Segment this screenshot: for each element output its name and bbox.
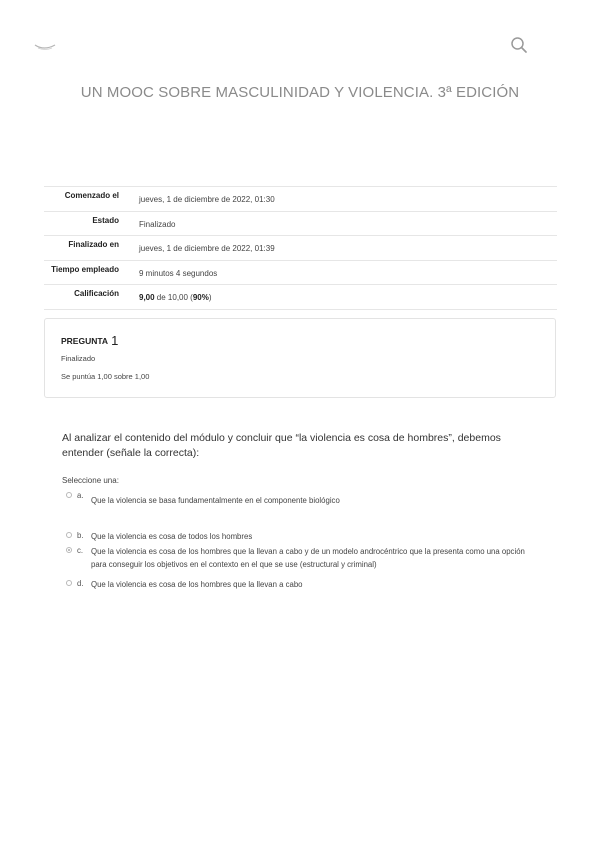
grade-score: 9,00 [139, 293, 155, 302]
question-state: Finalizado [61, 354, 96, 363]
question-grade: Se puntúa 1,00 sobre 1,00 [61, 372, 150, 381]
summary-row-time-taken [44, 260, 557, 285]
summary-value: jueves, 1 de diciembre de 2022, 01:39 [139, 244, 275, 253]
answer-letter: a. [77, 491, 84, 500]
grade-close: ) [208, 293, 212, 302]
summary-label: Tiempo empleado [51, 264, 119, 274]
question-number-value: 1 [111, 333, 119, 348]
radio-button[interactable] [66, 580, 72, 586]
summary-label: Estado [92, 215, 119, 225]
answer-text: Que la violencia es cosa de todos los hombres [91, 532, 253, 541]
answer-prompt: Seleccione una: [62, 476, 119, 485]
answer-text: Que la violencia es cosa de los hombres que la llevan a cabo [91, 580, 303, 589]
radio-button-selected[interactable] [66, 547, 72, 553]
answer-text: Que la violencia es cosa de los hombres que la llevan a cabo y de un modelo androcéntrico que la presenta como una opción para conseguir los objetivos en el contexto en el que se use (estructural y criminal) [91, 547, 525, 569]
grade-out-of: de 10,00 ( [154, 293, 193, 302]
top-bar [0, 0, 600, 90]
question-info-box [44, 318, 556, 398]
summary-row-started [44, 187, 557, 212]
course-title[interactable]: UN MOOC SOBRE MASCULINIDAD Y VIOLENCIA. 3ª EDICIÓN [80, 84, 520, 101]
question-label: PREGUNTA [61, 336, 109, 346]
summary-label: Calificación [74, 289, 119, 298]
summary-label: Finalizado en [68, 240, 119, 249]
summary-row-grade [44, 285, 557, 310]
site-logo[interactable] [34, 42, 56, 52]
summary-value: 9 minutos 4 segundos [139, 268, 218, 278]
question-text: Al analizar el contenido del módulo y concluir que “la violencia es cosa de hombres”, debemos entender (señale la correcta): [62, 432, 501, 459]
summary-row-state [44, 211, 557, 236]
summary-value: jueves, 1 de diciembre de 2022, 01:30 [139, 195, 275, 204]
grade-value [127, 285, 557, 310]
answer-letter: d. [77, 579, 84, 588]
question-number [61, 333, 118, 348]
radio-button[interactable] [66, 492, 72, 498]
answer-text: Que la violencia se basa fundamentalmente en el componente biológico [91, 496, 340, 505]
answer-letter: c. [77, 546, 84, 555]
search-icon[interactable] [510, 36, 528, 54]
summary-row-finished [44, 236, 557, 261]
attempt-summary-table [44, 186, 557, 310]
summary-label: Comenzado el [64, 191, 119, 200]
answer-letter: b. [77, 531, 84, 540]
summary-value: Finalizado [139, 219, 176, 229]
grade-percent: 90% [192, 293, 209, 302]
radio-button[interactable] [66, 532, 72, 538]
